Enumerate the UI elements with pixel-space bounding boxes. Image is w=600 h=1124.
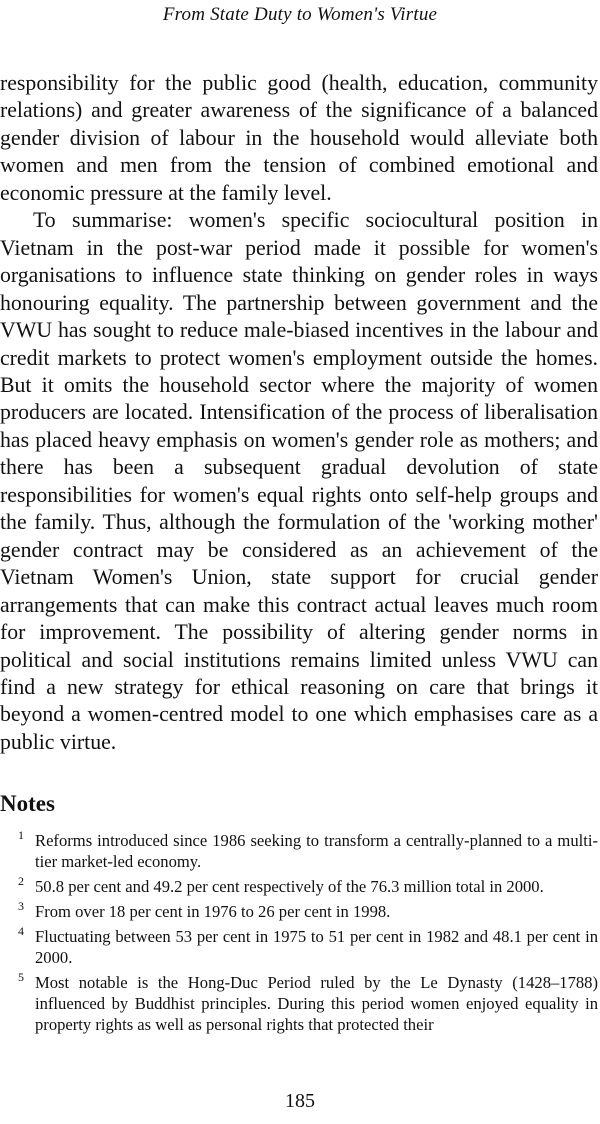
note-number: 2 [18, 874, 24, 889]
note-text: Reforms introduced since 1986 seeking to transform a centrally-planned to a multi-tier market-led economy. [35, 831, 598, 872]
paragraph-summary: To summarise: women's specific sociocultural position in Vietnam in the post-war period made it possible for women's organisations to influence state thinking on gender roles in ways honouring equality. The partnership between government and the VWU has sought to reduce male-biased incentives in the labour and credit markets to protect women's employment outside the homes. But it omits the household sector where the majority of women producers are located. Intensification of the process of liberalisation has placed heavy emphasis on women's gender role as mothers; and there has been a subsequent gradual devolution of state responsibilities for women's equal rights onto self-help groups and the family. Thus, although the formulation of the 'working mother' gender contract may be considered as an achievement of the Vietnam Women's Union, state support for crucial gender arrangements that can make this contract actual leaves much room for improvement. The possibility of altering gender norms in political and social institutions remains limited unless VWU can find a new strategy for ethical reasoning on care that brings it beyond a women-centred model to one which emphasises care as a public virtue. [0, 208, 598, 754]
note-number: 3 [18, 898, 24, 913]
note-item [18, 898, 598, 922]
note-text: From over 18 per cent in 1976 to 26 per cent in 1998. [35, 901, 391, 921]
note-text: Most notable is the Hong-Duc Period ruled by the Le Dynasty (1428–1788) influenced by Buddhist principles. During this period women enjoyed equality in property rights as well as personal rights that protected their [35, 972, 598, 1035]
note-number: 4 [18, 923, 24, 938]
page-number: 185 [285, 1090, 315, 1112]
note-number: 1 [18, 828, 24, 842]
notes-heading: Notes [0, 791, 55, 816]
note-item [18, 830, 598, 873]
note-item [18, 969, 598, 1036]
note-number: 5 [18, 969, 24, 984]
running-head: From State Duty to Women's Virtue [162, 4, 438, 25]
note-text: Fluctuating between 53 per cent in 1975 to 51 per cent in 1982 and 48.1 per cent in 2000. [35, 926, 598, 967]
note-item [18, 876, 598, 897]
paragraph-continuation: responsibility for the public good (health, education, community relations) and greater awareness of the significance of a balanced gender division of labour in the household would alleviate both women and men from the tension of combined emotional and economic pressure at the family level. [0, 71, 598, 205]
note-text: 50.8 per cent and 49.2 per cent respectively of the 76.3 million total in 2000. [35, 877, 544, 897]
note-item [18, 923, 598, 969]
notes-list [18, 830, 598, 1039]
body-text [0, 70, 598, 756]
